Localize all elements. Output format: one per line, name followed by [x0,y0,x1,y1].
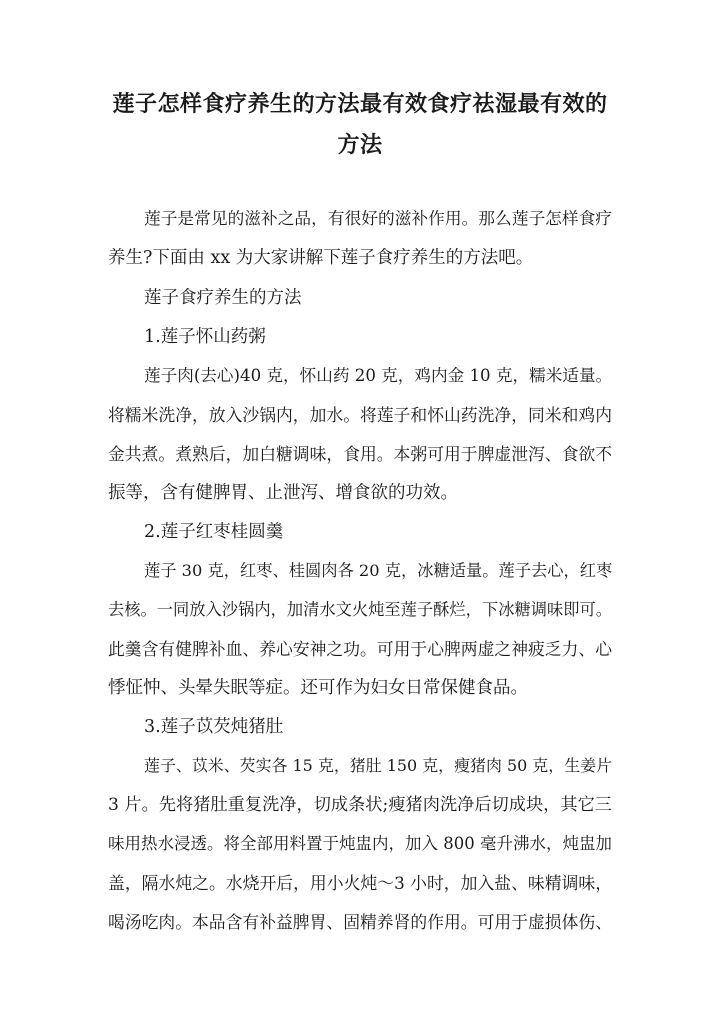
intro-paragraph-line-2: 养生?下面由 xx 为大家讲解下莲子食疗养生的方法吧。 [108,248,534,268]
recipe-3-paragraph-line-3: 味用热水浸透。将全部用料置于炖盅内，加入 800 毫升沸水，炖盅加 [108,834,612,853]
recipe-3-paragraph-line-5: 喝汤吃肉。本品含有补益脾胃、固精养肾的作用。可用于虚损体伤、 [108,912,612,932]
recipe-2-paragraph-line-3: 此羹含有健脾补血、养心安神之功。可用于心脾两虚之神疲乏力、心 [108,639,612,659]
intro-paragraph-line-1: 莲子是常见的滋补之品，有很好的滋补作用。那么莲子怎样食疗 [144,208,612,228]
recipe-2-heading: 2.莲子红枣桂圆羹 [144,522,284,542]
recipe-2-paragraph-line-4: 悸怔忡、头晕失眠等症。还可作为妇女日常保健食品。 [108,678,528,698]
page-title-line-1: 莲子怎样食疗养生的方法最有效食疗祛湿最有效的 [112,91,608,117]
section-heading: 莲子食疗养生的方法 [144,288,302,308]
recipe-1-heading: 1.莲子怀山药粥 [144,327,266,347]
recipe-1-paragraph-line-4: 振等，含有健脾胃、止泄泻、增食欲的功效。 [108,483,458,503]
recipe-3-paragraph-line-4: 盖，隔水炖之。水烧开后，用小火炖～3 小时，加入盐、味精调味， [108,873,613,893]
recipe-3-paragraph-line-2: 3 片。先将猪肚重复洗净，切成条状;瘦猪肉洗净后切成块，其它三 [108,795,612,815]
recipe-1-paragraph-line-1: 莲子肉(去心)40 克，怀山药 20 克，鸡内金 10 克，糯米适量。 [144,366,613,385]
recipe-3-heading: 3.莲子苡芡炖猪肚 [144,717,284,737]
page-title-line-2: 方法 [337,132,383,158]
recipe-2-paragraph-line-2: 去核。一同放入沙锅内，加清水文火炖至莲子酥烂，下冰糖调味即可。 [108,600,612,619]
recipe-1-paragraph-line-3: 金共煮。煮熟后，加白糖调味，食用。本粥可用于脾虚泄泻、食欲不 [108,444,612,464]
recipe-1-paragraph-line-2: 将糯米洗净，放入沙锅内，加水。将莲子和怀山药洗净，同米和鸡内 [108,405,612,425]
recipe-3-paragraph-line-1: 莲子、苡米、芡实各 15 克，猪肚 150 克，瘦猪肉 50 克，生姜片 [144,756,612,775]
recipe-2-paragraph-line-1: 莲子 30 克，红枣、桂圆肉各 20 克，冰糖适量。莲子去心，红枣 [144,561,613,580]
